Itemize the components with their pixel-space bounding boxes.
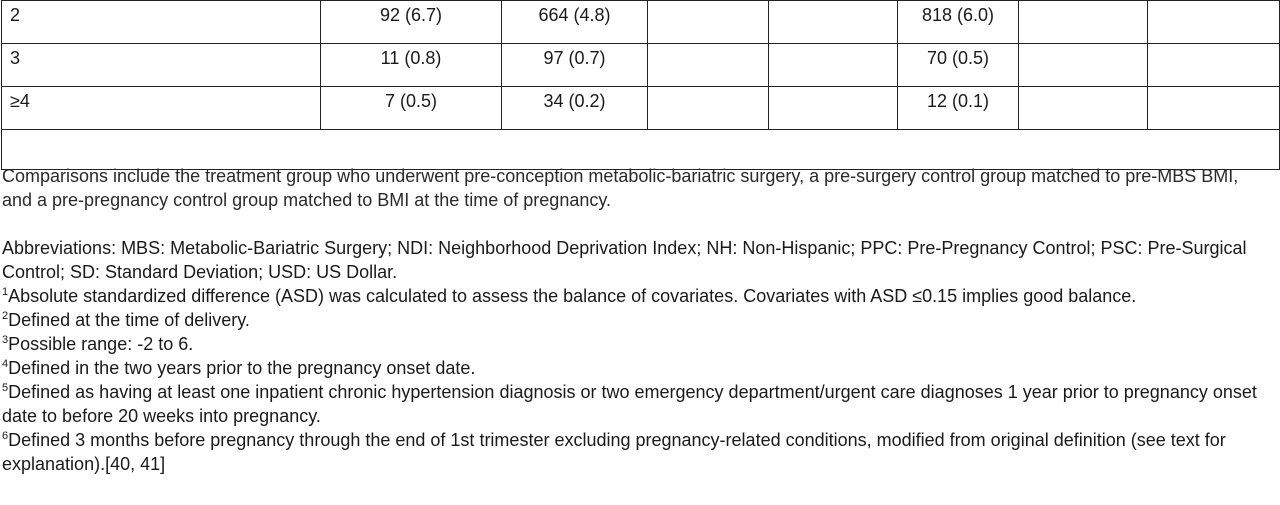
table-cell xyxy=(1148,87,1280,130)
table-cell xyxy=(1019,87,1148,130)
table-notes xyxy=(2,164,1272,476)
table-cell: 34 (0.2) xyxy=(502,87,648,130)
spacer xyxy=(2,212,1272,236)
footnote xyxy=(2,356,1272,380)
comparisons-note: Comparisons include the treatment group who underwent pre-conception metabolic-bariatric surgery, a pre-surgery control group matched to pre-MBS BMI, and a pre-pregnancy control group matched to BMI at the time of pregnancy. xyxy=(2,166,1239,210)
table-cell xyxy=(648,44,769,87)
abbreviations-note: Abbreviations: MBS: Metabolic-Bariatric Surgery; NDI: Neighborhood Deprivation Index; NH: Non-Hispanic; PPC: Pre-Pregnancy Control; PSC: Pre-Surgical Control; SD: Standard Deviation; USD: US Dollar. xyxy=(2,238,1247,282)
table-cell xyxy=(1148,1,1280,44)
footnote xyxy=(2,308,1272,332)
data-table xyxy=(1,0,1280,170)
table-cell xyxy=(769,87,898,130)
footnote xyxy=(2,332,1272,356)
footnote-marker: 5 xyxy=(2,382,9,394)
footnote xyxy=(2,380,1272,428)
table-cell xyxy=(648,87,769,130)
table-cell: 664 (4.8) xyxy=(502,1,648,44)
table-cell: 70 (0.5) xyxy=(898,44,1019,87)
footnote-marker: 6 xyxy=(2,430,9,442)
table-cell xyxy=(1019,1,1148,44)
table-cell: 97 (0.7) xyxy=(502,44,648,87)
footnote-marker: 1 xyxy=(2,286,9,298)
row-label: 2 xyxy=(2,1,321,44)
row-label: ≥4 xyxy=(2,87,321,130)
table-cell: 818 (6.0) xyxy=(898,1,1019,44)
table-row xyxy=(2,44,1280,87)
footnote xyxy=(2,284,1272,308)
table-cell xyxy=(1019,44,1148,87)
footnote-marker: 2 xyxy=(2,310,9,322)
table-cell xyxy=(648,1,769,44)
footnote xyxy=(2,428,1272,476)
table-cell: 12 (0.1) xyxy=(898,87,1019,130)
table-cell: 92 (6.7) xyxy=(321,1,502,44)
footnote-text: Defined as having at least one inpatient chronic hypertension diagnosis or two emergency department/urgent care diagnoses 1 year prior to pregnancy onset date to before 20 weeks into pregnancy. xyxy=(2,382,1257,426)
table-cell: 7 (0.5) xyxy=(321,87,502,130)
table-cell xyxy=(1148,44,1280,87)
footnote-text: Possible range: -2 to 6. xyxy=(8,334,194,354)
footnote-marker: 4 xyxy=(2,358,9,370)
table-row xyxy=(2,87,1280,130)
table-cell xyxy=(769,1,898,44)
table-cell: 11 (0.8) xyxy=(321,44,502,87)
table-row xyxy=(2,1,1280,44)
footnote-marker: 3 xyxy=(2,334,9,346)
footnote-text: Defined 3 months before pregnancy through the end of 1st trimester excluding pregnancy-related conditions, modified from original definition (see text for explanation).[40, 41] xyxy=(2,430,1226,474)
table-cell xyxy=(769,44,898,87)
row-label: 3 xyxy=(2,44,321,87)
footnote-text: Defined in the two years prior to the pregnancy onset date. xyxy=(8,358,476,378)
footnote-text: Defined at the time of delivery. xyxy=(8,310,250,330)
footnote-text: Absolute standardized difference (ASD) was calculated to assess the balance of covariates. Covariates with ASD ≤0.15 implies good balance. xyxy=(8,286,1137,306)
